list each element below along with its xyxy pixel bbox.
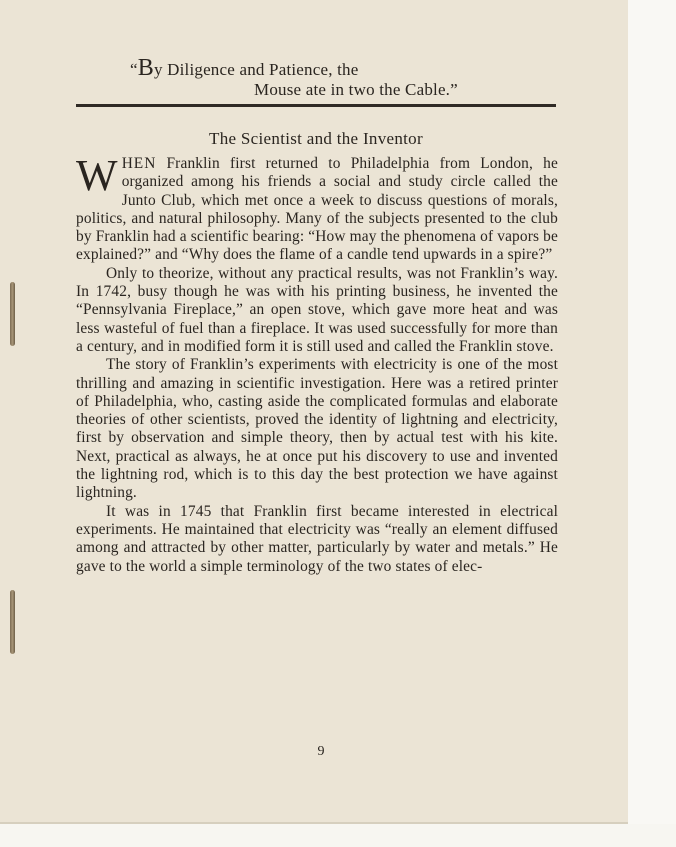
drop-cap: W xyxy=(76,151,118,200)
motto-line-2: Mouse ate in two the Cable.” xyxy=(254,80,458,99)
first-word-rest: HEN xyxy=(121,155,157,172)
article-body xyxy=(76,151,558,576)
paragraph-1 xyxy=(76,151,558,265)
motto-open-quote: “ xyxy=(130,60,138,79)
motto-quote xyxy=(118,55,518,100)
paragraph-3: The story of Franklin’s experiments with electricity is one of the most thrilling and amazing in scientific investigation. Here was a retired printer of Philadelphia, who, casting aside the complicated formulas and elaborate theories of other scientists, proved the identity of lightning and electricity, first by observation and simple theory, then by actual test with his kite. Next, practical as always, he at once put his discovery to use and invented the lightning rod, which is to this day the best protection we have against lightning. xyxy=(76,356,558,502)
paragraph-2: Only to theorize, without any practical results, was not Franklin’s way. In 1742, busy though he was with his printing business, he invented the “Pennsylvania Fireplace,” an open stove, which gave more heat and was less wasteful of fuel than a fireplace. It was used successfully for more than a century, and in modified form it is still used and called the Franklin stove. xyxy=(76,264,558,355)
motto-line-1-text: y Diligence and Patience, the xyxy=(153,60,359,79)
binding-staple-top xyxy=(10,282,15,346)
horizontal-rule xyxy=(76,104,556,107)
page-number: 9 xyxy=(317,744,325,759)
binding-staple-bottom xyxy=(10,590,15,654)
page-background-bottom xyxy=(0,824,676,847)
motto-initial: B xyxy=(137,55,154,81)
paragraph-1-text: Franklin first returned to Philadelphia from London, he organized among his friends a social and study circle called the Junto Club, which met once a week to discuss questions of morals, politics, and natural philosophy. Many of the subjects presented to the club by Franklin had a scientific bearing: “How may the phenomena of vapors be explained?” and “Why does the flame of a candle tend upwards in a spire?” xyxy=(76,155,558,264)
paragraph-4: It was in 1745 that Franklin first became interested in electrical experiments. He maintained that electricity was “really an element diffused among and attracted by other matter, particularly by water and metals.” He gave to the world a simple terminology of the two states of elec- xyxy=(76,502,558,575)
motto-line-1 xyxy=(118,55,518,81)
section-heading: The Scientist and the Inventor xyxy=(209,129,423,148)
page-background xyxy=(628,0,676,847)
